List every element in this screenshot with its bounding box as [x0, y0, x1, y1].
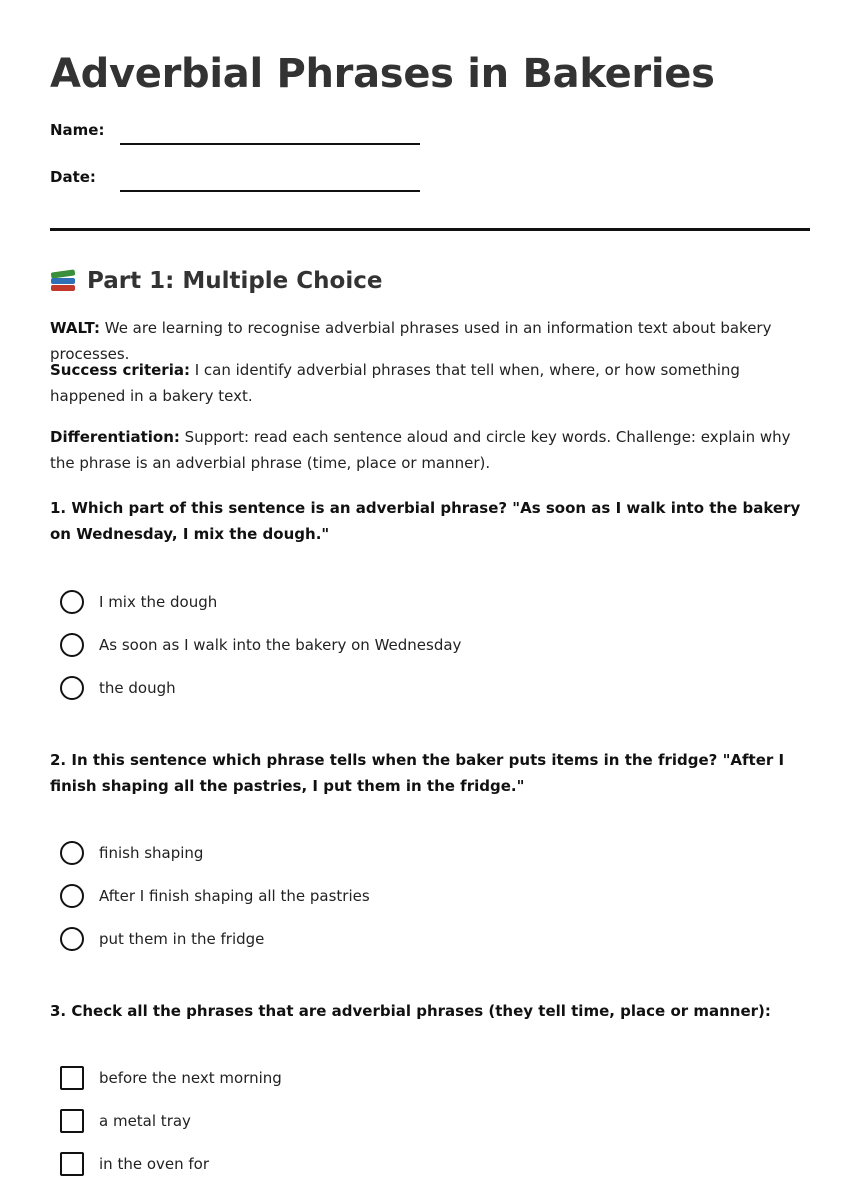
worksheet-title: Adverbial Phrases in Bakeries [50, 51, 715, 97]
differentiation-paragraph [50, 424, 815, 476]
walt-text: We are learning to recognise adverbial phrases used in an information text about bakery processes. [50, 319, 772, 363]
books-icon [50, 268, 76, 294]
name-label: Name: [50, 121, 105, 139]
option-label: finish shaping [99, 844, 204, 862]
option-label: the dough [99, 679, 176, 697]
checkbox[interactable] [60, 1152, 84, 1176]
question-1-text: 1. Which part of this sentence is an adverbial phrase? "As soon as I walk into the bakery on Wednesday, I mix the dough." [50, 499, 801, 543]
radio-button[interactable] [60, 633, 84, 657]
section-divider [50, 228, 810, 231]
option-label: put them in the fridge [99, 930, 265, 948]
radio-button[interactable] [60, 676, 84, 700]
radio-button[interactable] [60, 927, 84, 951]
name-field[interactable] [120, 143, 420, 145]
question-2-text: 2. In this sentence which phrase tells when the baker puts items in the fridge? "After I finish shaping all the pastries, I put them in the fridge." [50, 751, 785, 795]
question-3-option-3[interactable] [60, 1151, 209, 1177]
date-field[interactable] [120, 190, 420, 192]
question-2-option-3[interactable] [60, 926, 264, 952]
differentiation-text: Support: read each sentence aloud and circle key words. Challenge: explain why the phrase is an adverbial phrase (time, place or manner). [50, 428, 791, 472]
radio-button[interactable] [60, 841, 84, 865]
question-2-option-2[interactable] [60, 883, 370, 909]
question-3-option-2[interactable] [60, 1108, 191, 1134]
radio-button[interactable] [60, 884, 84, 908]
question-2-option-1[interactable] [60, 840, 203, 866]
option-label: As soon as I walk into the bakery on Wednesday [99, 636, 462, 654]
option-label: before the next morning [99, 1069, 282, 1087]
checkbox[interactable] [60, 1109, 84, 1133]
date-label: Date: [50, 168, 96, 186]
question-3-option-1[interactable] [60, 1065, 282, 1091]
success-criteria-label: Success criteria: [50, 361, 190, 379]
question-1-option-3[interactable] [60, 675, 176, 701]
option-label: After I finish shaping all the pastries [99, 887, 370, 905]
option-label: a metal tray [99, 1112, 191, 1130]
success-criteria-paragraph [50, 357, 815, 409]
option-label: I mix the dough [99, 593, 218, 611]
section-heading-text: Part 1: Multiple Choice [87, 268, 383, 294]
checkbox[interactable] [60, 1066, 84, 1090]
differentiation-label: Differentiation: [50, 428, 180, 446]
question-1-option-2[interactable] [60, 632, 461, 658]
success-criteria-text: I can identify adverbial phrases that tell when, where, or how something happened in a bakery text. [50, 361, 740, 405]
question-3-text: 3. Check all the phrases that are adverbial phrases (they tell time, place or manner): [50, 1002, 771, 1020]
radio-button[interactable] [60, 590, 84, 614]
option-label: in the oven for [99, 1155, 210, 1173]
section-heading-part1 [50, 265, 382, 297]
walt-label: WALT: [50, 319, 100, 337]
question-1-option-1[interactable] [60, 589, 217, 615]
